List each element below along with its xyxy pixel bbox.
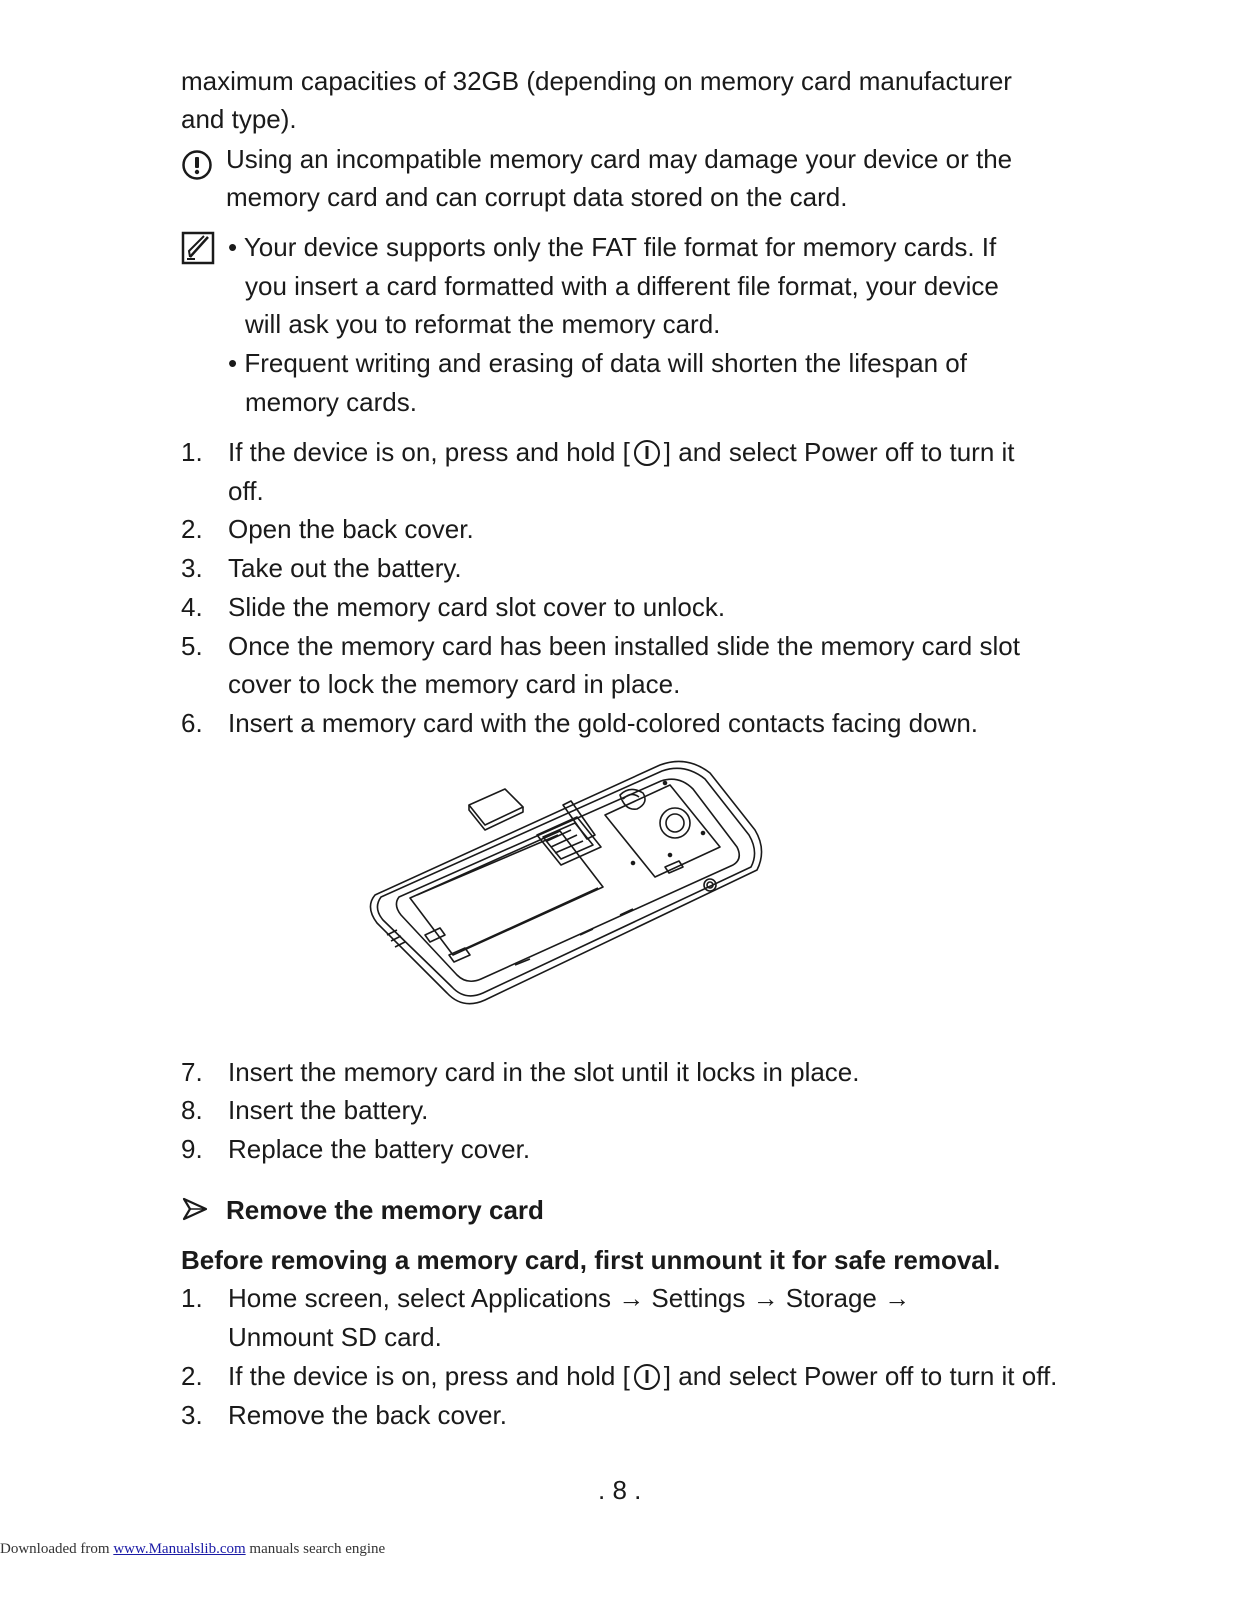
intro-line-2: and type). — [181, 104, 297, 134]
step-1-text-before: If the device is on, press and hold [ — [228, 437, 630, 467]
remove-heading: Remove the memory card — [226, 1195, 544, 1225]
step-2-text: Open the back cover. — [228, 514, 474, 544]
remove-step-2-text-before: If the device is on, press and hold [ — [228, 1361, 630, 1391]
intro-line-1: maximum capacities of 32GB (depending on memory card manufacturer — [181, 66, 1012, 96]
step-6-text: Insert a memory card with the gold-colored contacts facing down. — [228, 708, 979, 738]
warning-line-2: memory card and can corrupt data stored on the card. — [226, 182, 848, 212]
note-bullet-2-line-2: memory cards. — [245, 387, 417, 417]
step-5-number: 5. — [181, 631, 203, 661]
remove-step-3-text: Remove the back cover. — [228, 1400, 507, 1430]
step-1-text-after: ] and select Power off to turn it — [663, 437, 1015, 467]
remove-step-2-number: 2. — [181, 1361, 203, 1391]
step-9-text: Replace the battery cover. — [228, 1134, 531, 1164]
note-bullet-1-line-1: • Your device supports only the FAT file format for memory cards. If — [228, 232, 997, 262]
step-8-number: 8. — [181, 1095, 203, 1125]
step-8-text: Insert the battery. — [228, 1095, 429, 1125]
note-bullet-1-line-2: you insert a card formatted with a different file format, your device — [245, 271, 999, 301]
step-2-number: 2. — [181, 514, 203, 544]
footer-suffix: manuals search engine — [245, 1541, 386, 1557]
footer-prefix: Downloaded from — [0, 1541, 114, 1557]
step-3-text: Take out the battery. — [228, 553, 462, 583]
remove-step-2-text-after: ] and select Power off to turn it off. — [663, 1361, 1058, 1391]
step-4-number: 4. — [181, 592, 203, 622]
remove-subheading: Before removing a memory card, first unmount it for safe removal. — [181, 1245, 1001, 1275]
arrowhead-bullet-icon — [182, 1197, 208, 1221]
note-pencil-icon — [181, 231, 215, 265]
note-bullet-2-line-1: • Frequent writing and erasing of data will shorten the lifespan of — [228, 348, 967, 378]
step-5-continued: cover to lock the memory card in place. — [228, 669, 681, 699]
warning-line-1: Using an incompatible memory card may damage your device or the — [226, 144, 1013, 174]
step-1-text — [228, 433, 1015, 471]
step-5-text: Once the memory card has been installed slide the memory card slot — [228, 631, 1020, 661]
step-1-continued: off. — [228, 476, 264, 506]
download-footer — [0, 1541, 385, 1558]
remove-step-2-text — [228, 1357, 1057, 1395]
remove-step-3-number: 3. — [181, 1400, 203, 1430]
warning-circle-icon — [181, 149, 213, 181]
phone-back-illustration — [365, 755, 775, 1015]
step-3-number: 3. — [181, 553, 203, 583]
remove-step-1-continued: Unmount SD card. — [228, 1322, 442, 1352]
power-icon — [634, 440, 660, 466]
step-4-text: Slide the memory card slot cover to unlock. — [228, 592, 726, 622]
page-number: . 8 . — [598, 1475, 642, 1505]
manualslib-link[interactable]: www.Manualslib.com — [113, 1541, 246, 1557]
step-1-number: 1. — [181, 437, 203, 467]
remove-step-1-text: Home screen, select Applications → Settings → Storage → — [228, 1283, 911, 1313]
remove-step-1-number: 1. — [181, 1283, 203, 1313]
step-7-text: Insert the memory card in the slot until it locks in place. — [228, 1057, 860, 1087]
step-7-number: 7. — [181, 1057, 203, 1087]
step-6-number: 6. — [181, 708, 203, 738]
step-9-number: 9. — [181, 1134, 203, 1164]
power-icon — [634, 1364, 660, 1390]
note-bullet-1-line-3: will ask you to reformat the memory card. — [245, 309, 721, 339]
